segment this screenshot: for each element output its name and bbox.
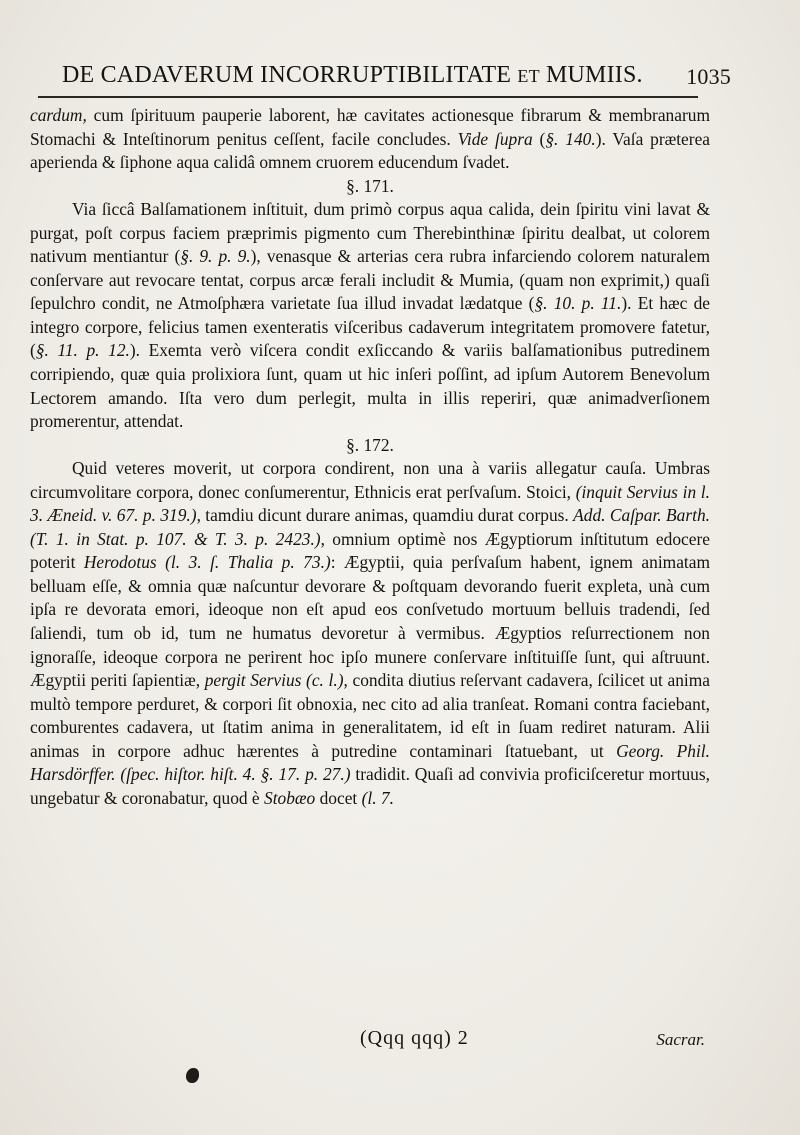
page-number: 1035 bbox=[686, 64, 731, 89]
italic-run: §. 11. p. 12. bbox=[35, 340, 130, 361]
header-title-main: DE CADAVERUM INCORRUPTIBILITATE bbox=[62, 62, 512, 88]
section-heading-172: §. 172. bbox=[346, 434, 394, 455]
text-run: ). Exemta verò viſcera condit exſiccando & variis balſamationibus putredinem corripiendo, quæ quia prolixiora ſunt, quam ut hic inſeri poſſint, ad ipſum Autorem Benevolum Lectorem amando. Iſta vero dum perlegit, multa in illis reperiri, quæ animadverſionem promerentur, attendat. bbox=[30, 340, 710, 432]
header-conjunction: ET bbox=[517, 66, 540, 86]
catchword: Sacrar. bbox=[656, 1030, 705, 1049]
paragraph-3 bbox=[30, 457, 710, 810]
text-run: cum ſpirituum pauperie laborent, hæ cavitates actionesque fibrarum & membranarum Stomachi & Inteſtinorum penitus ceſſent, facile concludes. bbox=[30, 105, 710, 149]
italic-run: Stobæo bbox=[264, 787, 316, 808]
page-body bbox=[30, 104, 710, 810]
ink-blot bbox=[186, 1068, 199, 1083]
italic-run: §. 9. p. 9. bbox=[180, 246, 251, 267]
italic-run: Add. Caſpar. Barth. (T. 1. in Stat. p. 107. & T. 3. p. 2423.) bbox=[30, 505, 710, 549]
signature-mark: (Qqq qqq) 2 bbox=[360, 1027, 469, 1049]
italic-run: cardum, bbox=[30, 105, 87, 125]
text-run: : Ægyptii, quia perſvaſum habent, ignem animatam belluam eſſe, & omnia quæ naſcuntur devorare & poſtquam devorando fuerit expleta, unà cum ipſa re devorata emori, ideoque non eſt apud eos conſvetudo mortuum belluis tradendi, ſed ſaliendi, tum ob id, tum ne humatus devoretur à vermibus. Ægyptios reſurrectionem non ignoraſſe, ideoque corpora ne perirent hoc ipſo munere conſervare inſtituiſſe ſunt, qui aſtruunt. Ægyptii periti ſapientiæ, bbox=[30, 552, 710, 691]
text-run: tradidit. Quaſi ad convivia proficiſceretur mortuus, ungebatur & coronabatur, quod è bbox=[30, 764, 710, 808]
text-run: , tamdiu dicunt durare animas, quamdiu durat corpus. bbox=[196, 505, 574, 526]
italic-run: pergit Servius (c. l.) bbox=[204, 670, 344, 691]
italic-run: (inquit Servius in l. 3. Æneid. v. 67. p. 319.) bbox=[30, 481, 710, 526]
italic-run: (l. 7. bbox=[361, 787, 394, 808]
italic-run: Herodotus (l. 3. ſ. Thalia p. 73.) bbox=[83, 552, 331, 573]
italic-run: §. 140. bbox=[545, 128, 596, 149]
text-run: Quid veteres moverit, ut corpora condirent, non una à variis allegatur cauſa. Umbras circumvolitare corpora, donec conſumerentur, Ethnicis erat perſvaſum. Stoici, bbox=[30, 458, 710, 502]
italic-run: Vide ſupra bbox=[457, 128, 533, 149]
running-header bbox=[62, 62, 731, 92]
italic-run: Georg. Phil. Harsdörffer. (ſpec. hiſtor. hiſt. 4. §. 17. p. 27.) bbox=[30, 740, 710, 785]
paragraph-2 bbox=[30, 198, 710, 433]
italic-run: §. 10. p. 11. bbox=[534, 293, 622, 314]
text-run: ). Et hæc de integro corpore, felicius tamen exenteratis viſceribus cadaverum integritatem promovere fatetur, ( bbox=[30, 293, 710, 361]
text-run: ( bbox=[532, 128, 546, 149]
header-title-end: MUMIIS. bbox=[545, 62, 643, 88]
text-run: docet bbox=[315, 787, 362, 808]
page-footer bbox=[30, 1027, 705, 1055]
text-run: ). Vaſa præterea aperienda & ſiphone aqua calidâ omnem cruorem educendum ſvadet. bbox=[30, 128, 711, 173]
text-run: , condita diutius reſervant cadavera, ſcilicet ut anima multò tempore perduret, & corpori ſit obnoxia, nec cito ad alia tranſeat. Romani contra faciebant, comburentes cadavera, ut ſtatim anima in generalitatem, id eſt in ſuam rediret naturam. Alii animas in corpore adhuc hærentes à putredine contaminari ſtatuebant, ut bbox=[30, 670, 711, 761]
header-rule bbox=[38, 96, 698, 98]
section-heading-171: §. 171. bbox=[346, 175, 394, 196]
paragraph-1 bbox=[30, 104, 710, 175]
text-run: ), venasque & arterias cera rubra infarciendo colorem naturalem conſervare aut revocare tentat, corpus arcæ ferali includit & Mumia, (quam non exprimit,) quaſi ſepulchro condit, ne Atmoſphæra varietate ſua illud invadat lædatque ( bbox=[30, 246, 710, 314]
text-run: Via ſiccâ Balſamationem inſtituit, dum primò corpus aqua calida, dein ſpiritu vini lavat & purgat, poſt corpus faciem præprimis pigmento cum Therebinthinæ ſpiritu dealbat, ut colorem nativum mentiantur ( bbox=[30, 199, 710, 267]
text-run: , omnium optimè nos Ægyptiorum inſtitutum edocere poterit bbox=[30, 528, 710, 573]
